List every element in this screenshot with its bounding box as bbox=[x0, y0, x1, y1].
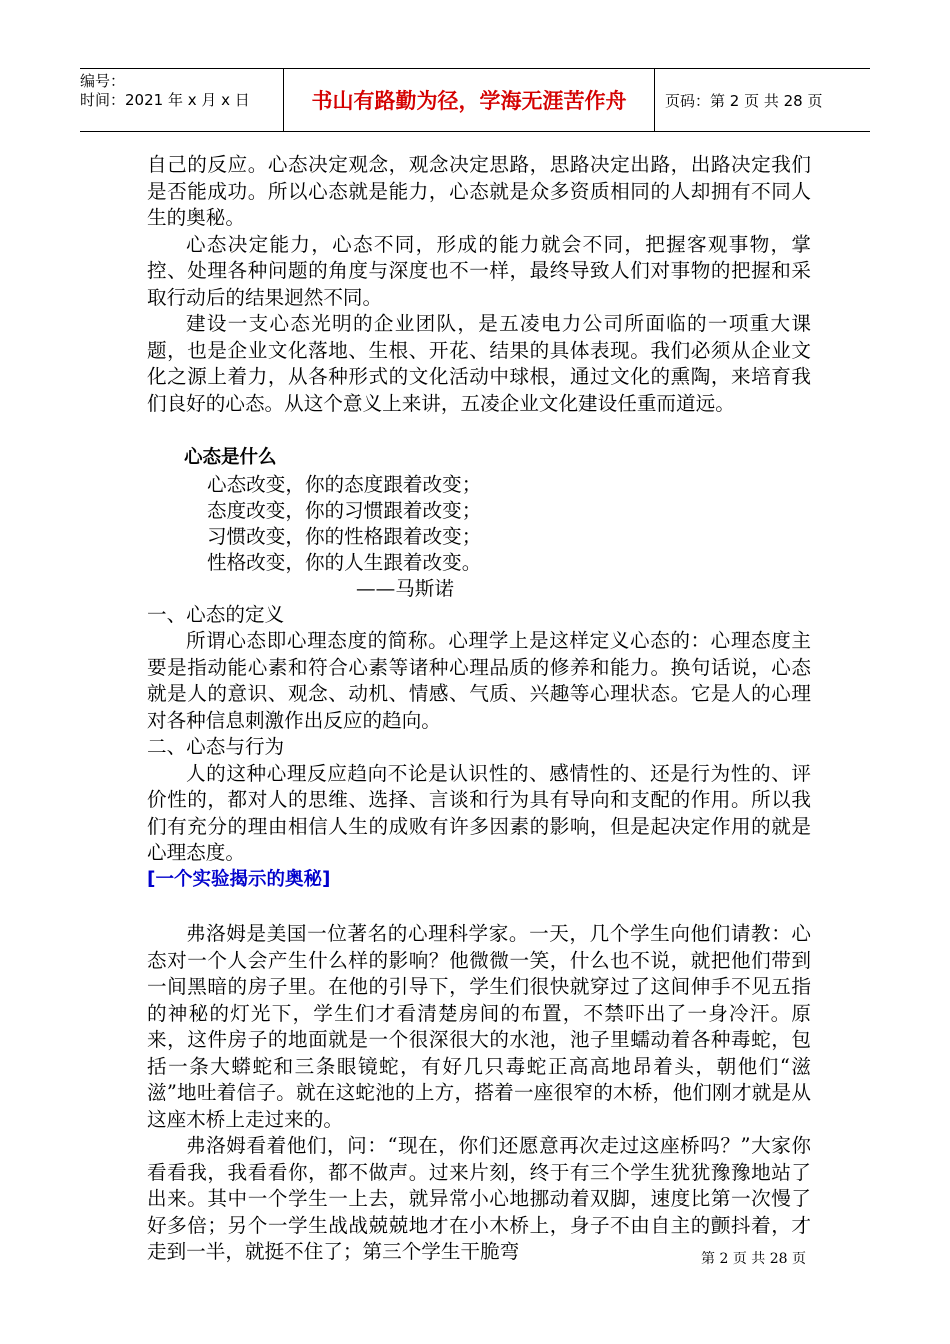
section-heading: 心态是什么 bbox=[184, 447, 277, 468]
paragraph: 所谓心态即心理态度的简称。心理学上是这样定义心态的：心理态度主要是指动能心素和符合心素等诸种心理品质的修养和能力。换句话说，心态就是人的意识、观念、动机、情感、气质、兴趣等心理状态。它是人的心理对各种信息刺激作出反应的趋向。 bbox=[147, 629, 811, 732]
paragraph: 弗洛姆是美国一位著名的心理科学家。一天，几个学生向他们请教：心态对一个人会产生什么样的影响？他微微一笑，什么也不说，就把他们带到一间黑暗的房子里。在他的引导下，学生们很快就穿过了这间伸手不见五指的神秘的灯光下，学生们才看清楚房间的布置，不禁吓出了一身冷汗。原来，这件房子的地面就是一个很深很大的水池，池子里蠕动着各种毒蛇，包括一条大蟒蛇和三条眼镜蛇，有好几只毒蛇正高高地昂着头，朝他们“滋滋”地吐着信子。就在这蛇池的上方，搭着一座很窄的木桥，他们刚才就是从这座木桥上走过来的。 bbox=[147, 922, 811, 1131]
verse-line: 习惯改变，你的性格跟着改变； bbox=[207, 524, 482, 548]
header-left-cell bbox=[80, 69, 283, 131]
document-body bbox=[147, 152, 811, 1266]
paragraph: 建设一支心态光明的企业团队，是五凌电力公司所面临的一项重大课题，也是企业文化落地、生根、开花、结果的具体表现。我们必须从企业文化之源上着力，从各种形式的文化活动中球根，通过文化的熏陶，来培育我们良好的心态。从这个意义上来讲，五凌企业文化建设任重而道远。 bbox=[147, 312, 811, 415]
section-title: 一、心态的定义 bbox=[147, 602, 285, 626]
header-page-info: 页码：第 2 页 共 28 页 bbox=[665, 91, 823, 110]
paragraph: 自己的反应。心态决定观念，观念决定思路，思路决定出路，出路决定我们是否能成功。所以心态就是能力，心态就是众多资质相同的人却拥有不同人生的奥秘。 bbox=[147, 153, 811, 229]
page-header bbox=[80, 68, 870, 132]
attribution: ——马斯诺 bbox=[356, 576, 454, 600]
paragraph: 弗洛姆看着他们，问：“现在，你们还愿意再次走过这座桥吗？”大家你看看我，我看看你，都不做声。过来片刻，终于有三个学生犹犹豫豫地站了出来。其中一个学生一上去，就异常小心地挪动着双脚，速度比第一次慢了好多倍；另个一学生战战兢兢地才在小木桥上，身子不由自主的颤抖着，才走到一半，就挺不住了；第三个学生干脆弯 bbox=[147, 1134, 811, 1263]
experiment-heading: [一个实验揭示的奥秘] bbox=[147, 868, 331, 890]
page-footer: 第 2 页 共 28 页 bbox=[701, 1251, 806, 1267]
serial-number-label: 编号： bbox=[80, 72, 126, 90]
section-title: 二、心态与行为 bbox=[147, 735, 285, 758]
header-motto: 书山有路勤为径，学海无涯苦作舟 bbox=[283, 69, 655, 131]
verse-line: 心态改变，你的态度跟着改变； bbox=[207, 472, 482, 496]
verse-line: 性格改变，你的人生跟着改变。 bbox=[207, 550, 482, 574]
date-label: 时间：2021 年 x 月 x 日 bbox=[80, 91, 250, 109]
paragraph: 心态决定能力，心态不同，形成的能力就会不同，把握客观事物，掌控、处理各种问题的角度与深度也不一样，最终导致人们对事物的把握和采取行动后的结果迥然不同。 bbox=[147, 232, 811, 309]
paragraph: 人的这种心理反应趋向不论是认识性的、感情性的、还是行为性的、评价性的，都对人的思维、选择、言谈和行为具有导向和支配的作用。所以我们有充分的理由相信人生的成败有许多因素的影响，但是起决定作用的就是心理态度。 bbox=[147, 761, 811, 864]
verse-line: 态度改变，你的习惯跟着改变； bbox=[207, 498, 482, 522]
